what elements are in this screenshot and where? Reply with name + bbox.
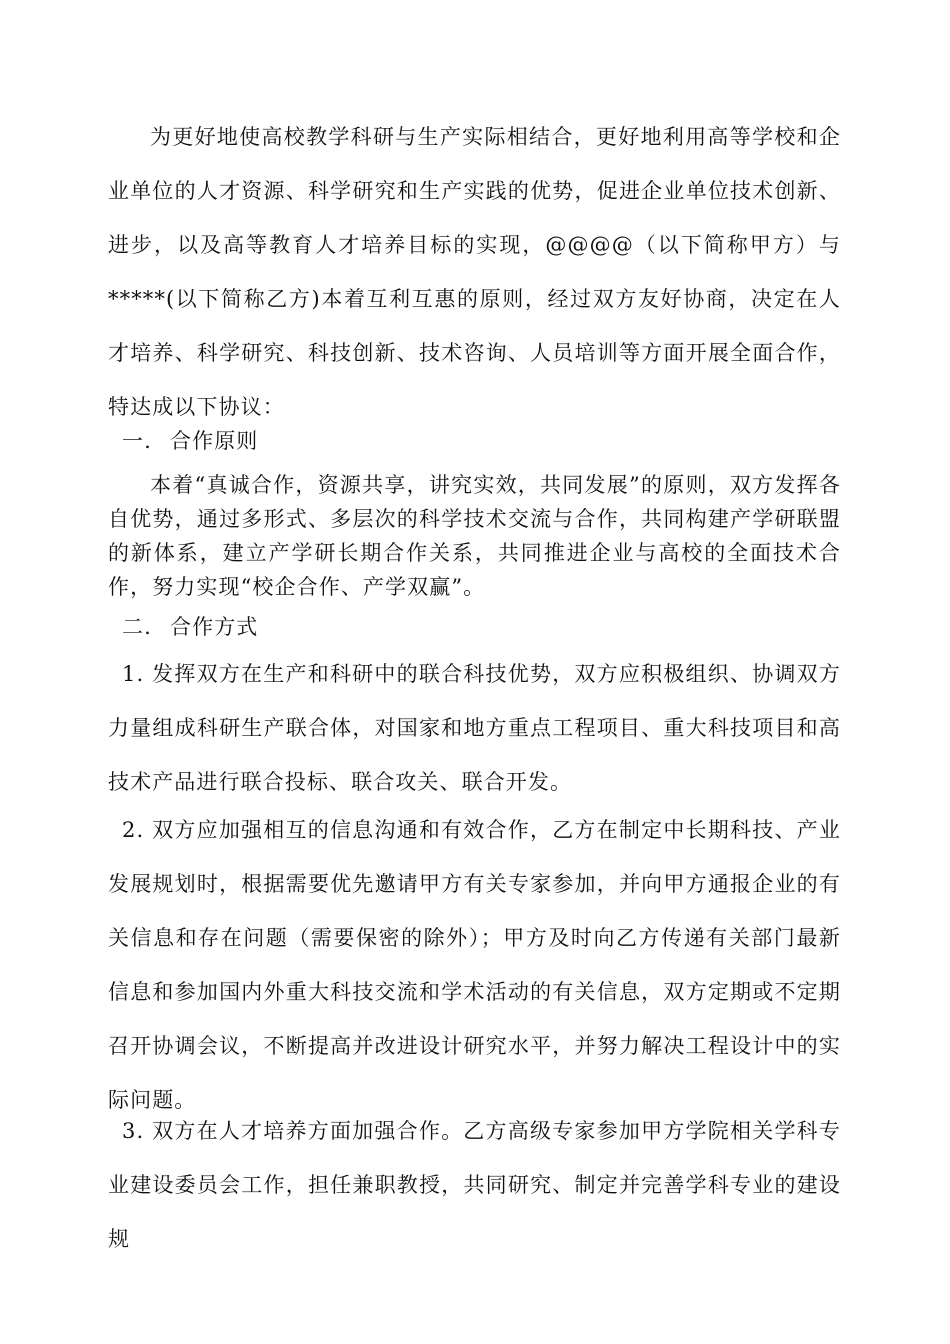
- section-2-item-2: 2. 双方应加强相互的信息沟通和有效合作，乙方在制定中长期科技、产业发展规划时，根据需要优先邀请甲方有关专家参加，并向甲方通报企业的有关信息和存在问题（需要保密的除外）；甲方及时向乙方传递有关部门最新信息和参加国内外重大科技交流和学术活动的有关信息，双方定期或不定期召开协调会议，不断提高并改进设计研究水平，并努力解决工程设计中的实际问题。: [108, 818, 841, 1112]
- section-1-body: 本着“真诚合作，资源共享，讲究实效，共同发展”的原则，双方发挥各自优势，通过多形式、多层次的科学技术交流与合作，共同构建产学研联盟的新体系，建立产学研长期合作关系，共同推进企业与高校的全面技术合作，努力实现“校企合作、产学双赢”。: [108, 473, 841, 599]
- section-2-number: 二.: [122, 615, 152, 639]
- intro-paragraph: 为更好地使高校教学科研与生产实际相结合，更好地利用高等学校和企业单位的人才资源、科学研究和生产实践的优势，促进企业单位技术创新、进步，以及高等教育人才培养目标的实现，@@@@（以下简称甲方）与*****(以下简称乙方)本着互利互惠的原则，经过双方友好协商，决定在人才培养、科学研究、科技创新、技术咨询、人员培训等方面开展全面合作，特达成以下协议：: [108, 125, 841, 419]
- section-2-title: 合作方式: [170, 615, 259, 639]
- section-2-item-3: 3. 双方在人才培养方面加强合作。乙方高级专家参加甲方学院相关学科专业建设委员会工作，担任兼职教授，共同研究、制定并完善学科专业的建设规: [108, 1119, 841, 1251]
- section-1-title: 合作原则: [170, 429, 259, 453]
- section-1-number: 一.: [122, 429, 152, 453]
- section-1-heading: [122, 424, 258, 458]
- section-2-heading: [122, 610, 258, 644]
- section-2-item-1: 1. 发挥双方在生产和科研中的联合科技优势，双方应积极组织、协调双方力量组成科研生产联合体，对国家和地方重点工程项目、重大科技项目和高技术产品进行联合投标、联合攻关、联合开发。: [108, 662, 841, 794]
